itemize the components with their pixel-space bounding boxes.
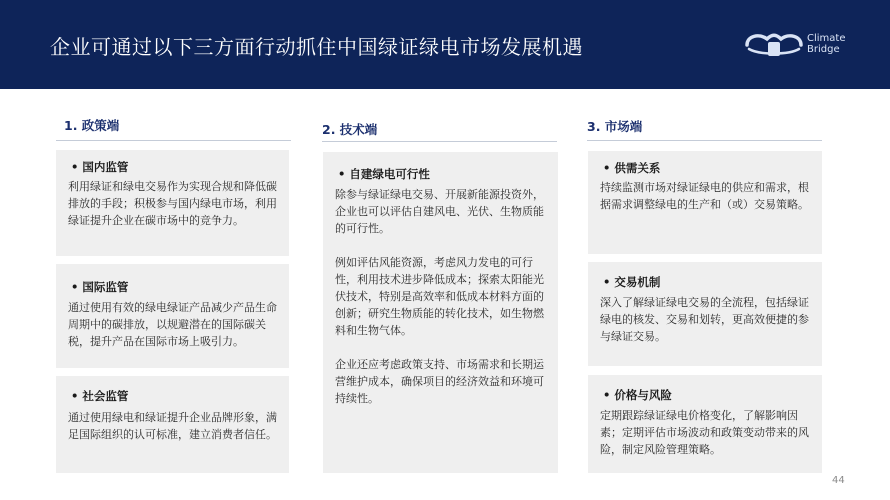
card-title: • 社会监管 xyxy=(71,389,129,403)
card-price-risk xyxy=(588,375,822,473)
page-title: 企业可通过以下三方面行动抓住中国绿证绿电市场发展机遇 xyxy=(50,35,583,59)
column-divider xyxy=(587,140,822,141)
card-domestic-regulation xyxy=(56,150,289,256)
card-trading-mechanism xyxy=(588,262,822,366)
card-international-regulation xyxy=(56,264,289,368)
card-title: • 国内监管 xyxy=(71,160,129,174)
logo-text: Climate Bridge xyxy=(807,33,846,55)
card-body: 除参与绿证绿电交易、开展新能源投资外，企业也可以评估自建风电、光伏、生物质能的可行性。 例如评估风能资源，考虑风力发电的可行性，利用技术进步降低成本；探索太阳能光伏技术，特别是高效率和低成本材料方面的创新；研究生物质能的转化技术，如生物燃料和生物气体。 企业还应考虑政策支持、市场需求和长期运营维护成本，确保项目的经济效益和环境可持续性。 xyxy=(335,188,544,405)
card-title: • 供需关系 xyxy=(603,161,661,175)
card-social-regulation xyxy=(56,376,289,473)
column-title-technology: 2. 技术端 xyxy=(322,122,378,137)
column-divider xyxy=(56,140,291,141)
card-body: 通过使用有效的绿电绿证产品减少产品生命周期中的碳排放，以规避潜在的国际碳关税，提升产品在国际市场上吸引力。 xyxy=(68,301,277,348)
card-title: • 自建绿电可行性 xyxy=(338,167,430,181)
header-bar xyxy=(0,0,890,89)
card-body: 深入了解绿证绿电交易的全流程，包括绿证绿电的核发、交易和划转，更高效便捷的参与绿证交易。 xyxy=(600,296,809,343)
card-body: 通过使用绿电和绿证提升企业品牌形象，满足国际组织的认可标准，建立消费者信任。 xyxy=(68,411,277,441)
card-supply-demand xyxy=(588,151,822,254)
card-title: • 交易机制 xyxy=(603,275,661,289)
column-divider xyxy=(322,141,557,142)
card-body: 持续监测市场对绿证绿电的供应和需求，根据需求调整绿电的生产和（或）交易策略。 xyxy=(600,181,809,211)
column-title-market: 3. 市场端 xyxy=(587,119,643,134)
column-title-policy: 1. 政策端 xyxy=(64,118,120,133)
card-self-built-green-power xyxy=(323,152,558,473)
bridge-logo-icon xyxy=(745,30,803,58)
climate-bridge-logo xyxy=(745,30,855,60)
card-body: 定期跟踪绿证绿电价格变化，了解影响因素；定期评估市场波动和政策变动带来的风险，制定风险管理策略。 xyxy=(600,409,809,456)
card-title: • 国际监管 xyxy=(71,280,129,294)
page-number: 44 xyxy=(832,475,845,486)
card-title: • 价格与风险 xyxy=(603,388,672,402)
card-body: 利用绿证和绿电交易作为实现合规和降低碳排放的手段；积极参与国内绿电市场，利用绿证提升企业在碳市场中的竞争力。 xyxy=(68,180,277,227)
